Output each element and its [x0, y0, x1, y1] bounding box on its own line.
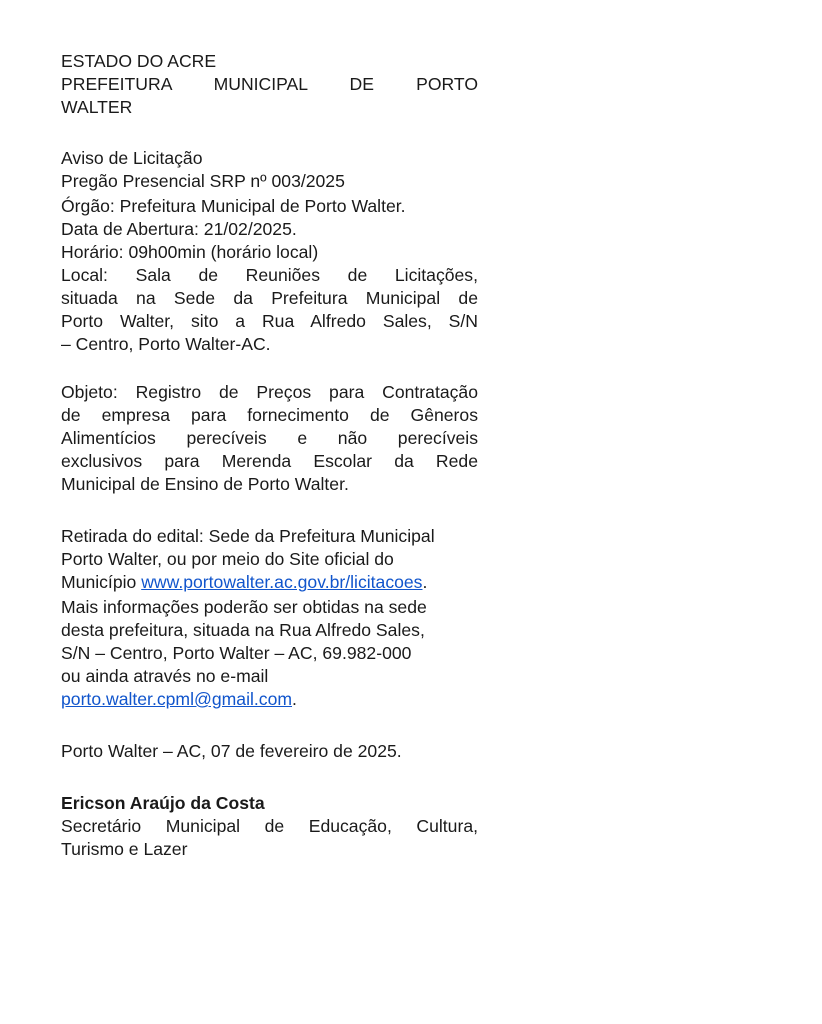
- notice-process: Pregão Presencial SRP nº 003/2025: [61, 171, 345, 191]
- document-header: [61, 50, 478, 119]
- notice-opening-date: Data de Abertura: 21/02/2025.: [61, 219, 297, 239]
- notice-local-line: situada na Sede da Prefeitura Municipal de: [61, 288, 478, 308]
- notice-orgao: Órgão: Prefeitura Municipal de Porto Walter.: [61, 196, 406, 216]
- object-section: [61, 381, 478, 496]
- email-line: [61, 688, 478, 711]
- document-body: [61, 50, 478, 861]
- object-line: Municipal de Ensino de Porto Walter.: [61, 474, 349, 494]
- notice-title: Aviso de Licitação: [61, 148, 203, 168]
- edital-site-line: [61, 571, 478, 594]
- object-line: exclusivos para Merenda Escolar da Rede: [61, 451, 478, 471]
- object-line: de empresa para fornecimento de Gêneros: [61, 405, 478, 425]
- header-word: PORTO: [416, 74, 479, 94]
- municipality-name-line1: [61, 73, 478, 96]
- notice-local-line: Porto Walter, sito a Rua Alfredo Sales, S/N: [61, 311, 478, 331]
- state-name: ESTADO DO ACRE: [61, 51, 217, 71]
- header-word: PREFEITURA: [61, 74, 172, 94]
- municipality-name-line2: WALTER: [61, 97, 133, 117]
- email-suffix: .: [292, 689, 297, 709]
- signatory-name: Ericson Araújo da Costa: [61, 793, 265, 813]
- header-word: MUNICIPAL: [213, 74, 308, 94]
- header-word: DE: [349, 74, 374, 94]
- email-link[interactable]: porto.walter.cpml@gmail.com: [61, 689, 293, 709]
- edital-site-prefix: Município: [61, 572, 142, 592]
- edital-line: Porto Walter, ou por meio do Site oficial do: [61, 549, 394, 569]
- edital-line: Retirada do edital: Sede da Prefeitura Municipal: [61, 526, 435, 546]
- info-line: Mais informações poderão ser obtidas na sede: [61, 597, 427, 617]
- notice-local-line: – Centro, Porto Walter-AC.: [61, 334, 271, 354]
- object-line: Objeto: Registro de Preços para Contratação: [61, 382, 478, 402]
- info-line: ou ainda através no e-mail: [61, 666, 269, 686]
- signature-block: [61, 792, 478, 861]
- info-line: S/N – Centro, Porto Walter – AC, 69.982-000: [61, 643, 412, 663]
- place-date: Porto Walter – AC, 07 de fevereiro de 2025.: [61, 741, 402, 761]
- edital-section: [61, 525, 478, 711]
- info-line: desta prefeitura, situada na Rua Alfredo Sales,: [61, 620, 425, 640]
- signatory-role-line1: Secretário Municipal de Educação, Cultura,: [61, 816, 478, 836]
- signatory-role-line2: Turismo e Lazer: [61, 839, 188, 859]
- edital-site-suffix: .: [422, 572, 428, 592]
- website-link[interactable]: www.portowalter.ac.gov.br/licitacoes: [141, 572, 423, 592]
- notice-time: Horário: 09h00min (horário local): [61, 242, 319, 262]
- object-line: Alimentícios perecíveis e não perecíveis: [61, 428, 478, 448]
- notice-section: [61, 147, 478, 356]
- notice-local-line: Local: Sala de Reuniões de Licitações,: [61, 265, 478, 285]
